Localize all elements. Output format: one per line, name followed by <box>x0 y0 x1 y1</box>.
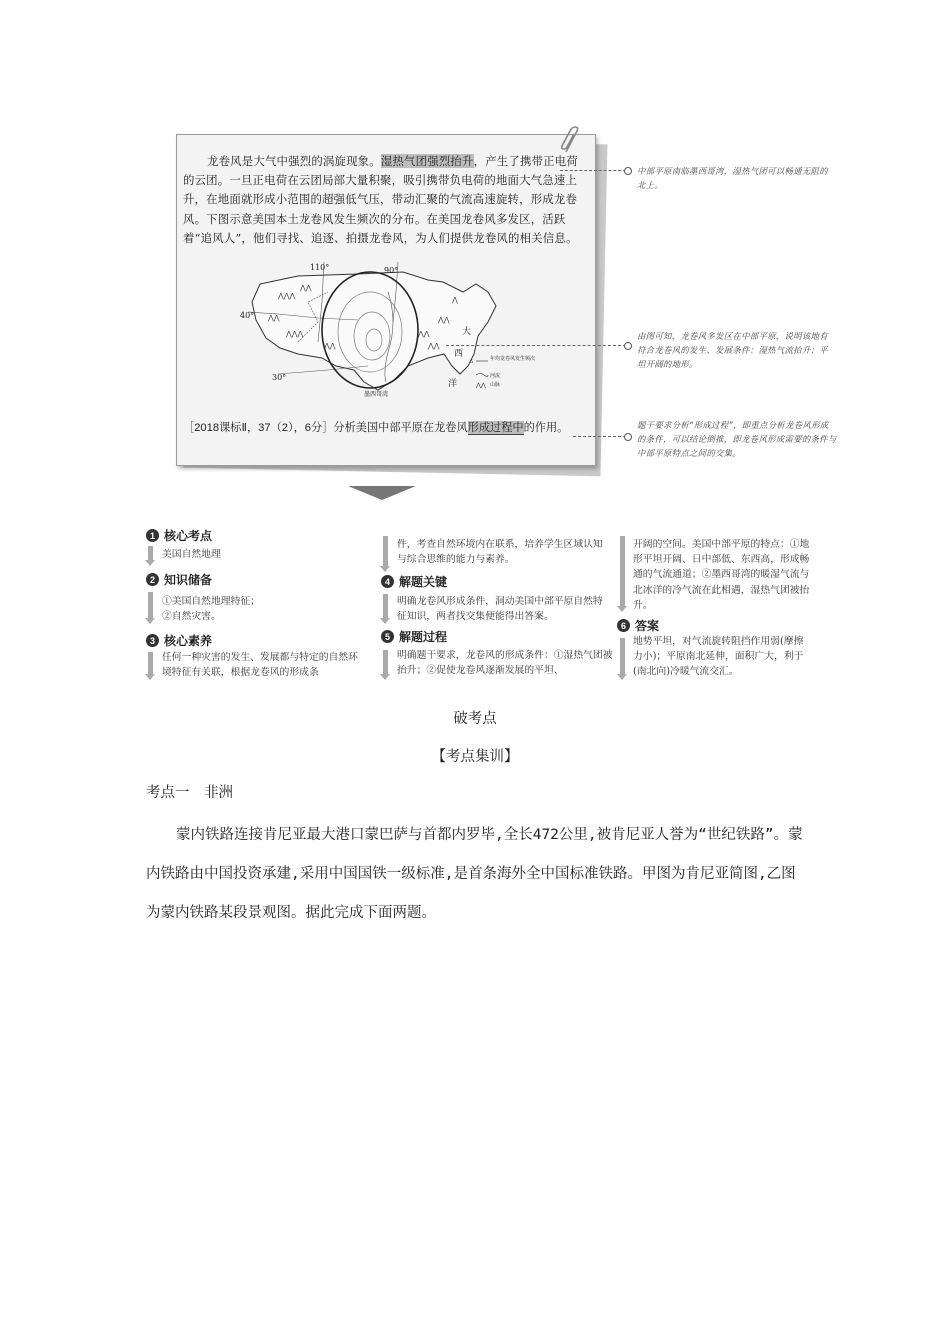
gulf-label: 墨西哥湾 <box>364 391 389 398</box>
step-5-arrow <box>383 650 388 674</box>
annotation-dot-1 <box>624 167 632 175</box>
svg-text:⋀⋀: ⋀⋀ <box>300 284 312 292</box>
svg-text:年均龙卷风发生频次: 年均龙卷风发生频次 <box>490 356 536 362</box>
lat-30-label: 30° <box>272 373 287 382</box>
ocean-label-da: 大 <box>462 327 472 337</box>
step-2-arrow <box>148 592 153 618</box>
paperclip-icon <box>560 126 582 154</box>
section-title: 破考点 <box>453 711 497 727</box>
ocean-label-yang: 洋 <box>448 379 458 389</box>
svg-text:⋀⋀: ⋀⋀ <box>476 382 486 389</box>
annotation-dot-2 <box>624 342 632 350</box>
svg-text:山脉: 山脉 <box>490 382 501 388</box>
step-1-heading: 1 核心考点 <box>146 527 212 544</box>
annotation-note-1: 中部平原南临墨西哥湾，湿热气团可以畅通无阻的北上。 <box>637 166 828 190</box>
annotation-connector-3 <box>573 436 626 437</box>
question-paragraph: 蒙内铁路连接肯尼亚最大港口蒙巴萨与首都内罗毕,全长472公里,被肯尼亚人誉为“世纪铁路”。蒙内铁路由中国投资承建,采用中国国铁一级标准,是首条海外全中国标准铁路。甲图为肯尼亚简图,乙图为蒙内铁路某段景观图。据此完成下面两题。 <box>146 827 803 921</box>
svg-text:⋀⋀: ⋀⋀ <box>428 342 440 350</box>
step-4-heading: 4 解题关键 <box>381 573 447 590</box>
step-4-body: 明确龙卷风形成条件，洞动美国中部平原自然特征知识，两者找交集便能得出答案。 <box>397 596 603 623</box>
step-2-heading: 2 知识储备 <box>146 571 212 588</box>
svg-text:河流: 河流 <box>490 373 501 379</box>
step-6-arrow <box>620 638 625 674</box>
question-text: ［2018课标Ⅱ，37（2），6分］分析美国中部平原在龙卷风形成过程中的作用。 <box>183 421 569 434</box>
svg-text:⋀⋀: ⋀⋀ <box>418 330 430 338</box>
step-3-arrow <box>148 652 153 674</box>
card-passage: 龙卷风是大气中强烈的涡旋现象。湿热气团强烈抬升，产生了携带正电荷的云团。一旦正电荷在云团局部大量积聚，吸引携带负电荷的地面大气急速上升，在地面就形成小范围的超强低气压，带动汇聚的气流高速旋转，形成龙卷风。下图示意美国本土龙卷风发生频次的分布。在美国龙卷风多发区，活跃着“追风人”，他们寻找、追逐、拍摄龙卷风，为人们提供龙卷风的相关信息。 <box>183 154 578 245</box>
question-source: ［2018课标Ⅱ，37（2），6分］ <box>183 422 334 434</box>
ocean-label-xi: 西 <box>454 349 464 359</box>
step-3-body: 任何一种灾害的发生、发展都与特定的自然环境特征有关联，根据龙卷风的形成条 <box>162 652 358 679</box>
svg-text:⋀⋀: ⋀⋀ <box>324 342 336 350</box>
step-1-body: 美国自然地理 <box>162 549 221 560</box>
underlined-phrase: 形成过程中 <box>467 421 524 434</box>
lat-40-label: 40° <box>240 311 255 320</box>
sub-title: 【考点集训】 <box>431 749 519 765</box>
step-3-heading: 3 核心素养 <box>146 632 212 649</box>
step-1-arrow <box>148 546 153 560</box>
highlight-text: 湿热气团强烈抬升 <box>380 154 474 168</box>
step-5-continued: 开阔的空间。美国中部平原的特点：①地形平坦开阔、日中部低、东西高，形成畅通的气流通道；②墨西哥湾的暖湿气流与北冰洋的冷气流在此相遇，湿热气团被抬升。 <box>633 539 810 611</box>
lon-110-label: 110° <box>310 263 330 272</box>
step-6-answer: 地势平坦，对气流旋转阻挡作用弱(摩擦力小)；平原南北延伸，面积广大，利于(南北向)冷暖气流交汇。 <box>633 636 804 678</box>
annotation-connector-2 <box>446 345 626 346</box>
kaodian-heading: 考点一 非洲 <box>146 785 233 801</box>
step-5-cont-arrow <box>620 536 625 606</box>
step-5-heading: 5 解题过程 <box>381 628 447 645</box>
annotation-connector-1 <box>560 170 626 171</box>
step-6-heading: 6 答案 <box>617 617 659 634</box>
us-tornado-map <box>238 262 538 398</box>
svg-text:⋀⋀⋀: ⋀⋀⋀ <box>278 292 296 300</box>
map-legend <box>470 355 535 389</box>
annotation-note-3: 题干要求分析“形成过程”，即重点分析龙卷风形成的条件，可以结论倒推，即龙卷风形成需要的条件与中部平原特点之间的交集。 <box>637 420 837 458</box>
svg-text:⋀⋀: ⋀⋀ <box>438 316 450 324</box>
svg-text:⋀⋀⋀: ⋀⋀⋀ <box>286 330 304 338</box>
step-5-body: 明确题干要求，龙卷风的形成条件：①湿热气团被抬升；②促使龙卷风逐渐发展的平坦、 <box>397 650 613 677</box>
step-4-arrow <box>383 594 388 618</box>
svg-text:⋀: ⋀ <box>452 296 458 304</box>
step-2-body: ①美国自然地理特征；②自然灾害。 <box>162 596 260 623</box>
step-3-continued: 件，考查自然环境内在联系，培养学生区域认知与综合思维的能力与素养。 <box>397 539 603 566</box>
lon-90-label: 90° <box>384 266 399 275</box>
down-arrow-icon <box>348 486 416 500</box>
step-3-cont-arrow <box>383 536 388 566</box>
svg-text:⋀⋀: ⋀⋀ <box>268 314 280 322</box>
annotation-note-2: 由图可知，龙卷风多发区在中部平原，说明该地有符合龙卷风的发生、发展条件：湿热气流抬升；平坦开阔的地形。 <box>637 331 828 369</box>
annotation-dot-3 <box>624 433 632 441</box>
svg-text:5: 5 <box>470 359 474 365</box>
